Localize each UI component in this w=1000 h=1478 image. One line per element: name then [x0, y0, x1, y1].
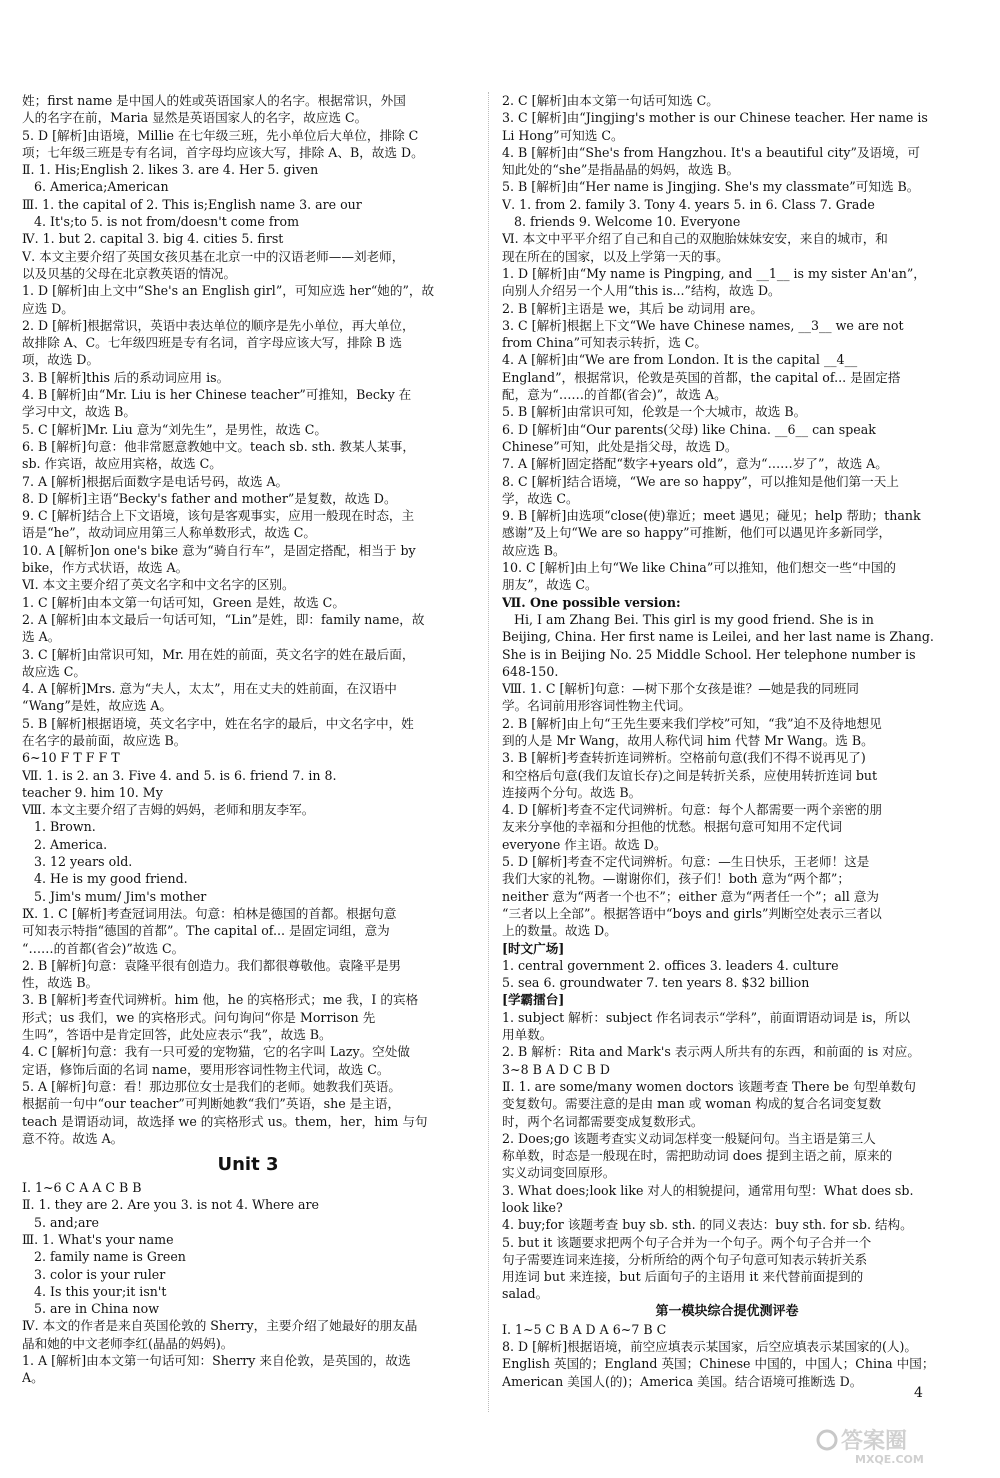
answer-line: 3. B [解析]考查转折连词辨析。空格前句意(我们不得不说再见了) [502, 750, 866, 766]
answer-line: 2. B [解析]由上句“王先生要来我们学校”可知，“我”迫不及待地想见 [502, 715, 882, 731]
answer-line: Ⅴ. 1. from 2. family 3. Tony 4. years 5. in 6. Class 7. Grade [502, 196, 875, 212]
answer-line: 6. America;American [34, 179, 169, 195]
answer-line: 2. America. [34, 836, 108, 852]
answer-line: 4. B [解析]由“She's from Hangzhou. It's a beautiful city”及语境，可 [502, 144, 920, 160]
watermark-logo [815, 1418, 985, 1466]
answer-line: 6. D [解析]由“Our parents(父母) like China. __6__ can speak [502, 421, 876, 437]
answer-line: England”，根据常识，伦敦是英国的首都，the capital of... 是固定搭 [502, 369, 901, 385]
answer-line: 连接两个分句。故选 B。 [502, 784, 642, 800]
answer-line: 6~10 F T F F T [22, 750, 120, 766]
answer-line: 8. C [解析]结合语境，“We are so happy”，可以推知是他们第一天上 [502, 473, 899, 489]
answer-line: 4. A [解析]由“We are from London. It is the capital __4__ [502, 352, 858, 368]
answer-line: 3. C [解析]根据上下文“We have Chinese names, __3__ we are not [502, 317, 904, 333]
answer-line: Ⅷ. 1. C [解析]句意：—树下那个女孩是谁？—她是我的同班同 [502, 681, 859, 697]
answer-line: 10. C [解析]由上句“We like China”可以推知，他们想交一些“中国的 [502, 560, 897, 576]
answer-line: 上的数量。故选 D。 [502, 923, 617, 939]
answer-line: 1. subject 解析：subject 作名词表示“学科”，前面谓语动词是 is，所以 [502, 1009, 911, 1025]
answer-line: 现在所在的国家，以及上学第一天的事。 [502, 248, 729, 264]
answer-line: 2. B [解析]句意：袁隆平很有创造力。我们都很尊敬他。袁隆平是男 [22, 957, 402, 973]
answer-line: 友来分享他的幸福和分担他的忧愁。根据句意可知用不定代词 [502, 819, 843, 835]
answer-line: Ⅵ. 本文中平平介绍了自己和自己的双胞胎妹妹安安，来自的城市，和 [502, 231, 888, 247]
answer-line: 选 A。 [22, 629, 61, 645]
answer-line: bike，作方式状语，故选 A。 [22, 560, 189, 576]
answer-line: teacher 9. him 10. My [22, 784, 163, 800]
answer-line: 向别人介绍另一个人用“this is...”结构，故选 D。 [502, 283, 781, 299]
answer-line: 5. B [解析]根据语境，英文名字中，姓在名字的最后，中文名字中，姓 [22, 715, 414, 731]
answer-line: 朋友”，故选 C。 [502, 577, 598, 593]
answer-line: 2. family name is Green [34, 1249, 186, 1265]
answer-line: 8. friends 9. Welcome 10. Everyone [514, 214, 741, 230]
answer-line: Ⅰ. 1~5 C B A D A 6~7 B C [502, 1321, 667, 1337]
answer-line: neither 意为“两者一个也不”；either 意为“两者任一个”；all 意为 [502, 888, 879, 904]
answer-line: 意不符。故选 A。 [22, 1130, 124, 1146]
answer-line: 5. B [解析]由“Her name is Jingjing. She's my classmate”可知选 B。 [502, 179, 920, 195]
answer-line: 3. C [解析]由常识可知，Mr. 用在姓的前面，英文名字的姓在最后面， [22, 646, 415, 662]
answer-line: 故排除 A、C。七年级四班是专有名词，首字母应该大写，排除 B 选 [22, 335, 403, 351]
section-heading: 第一模块综合提优测评卷 [655, 1303, 799, 1319]
answer-line: 生吗”，答语中是肯定回答，此处应表示“我”，故选 B。 [22, 1027, 332, 1043]
answer-line: 1. D [解析]由上文中“She's an English girl”，可知应选 her“她的”，故 [22, 283, 435, 299]
answer-line: 1. C [解析]由本文第一句话可知，Green 是姓，故选 C。 [22, 594, 345, 610]
answer-line: A。 [22, 1370, 44, 1386]
answer-line: 感谢”及上句“We are so happy”可推断，他们可以遇见许多新同学， [502, 525, 892, 541]
answer-line: 4. buy;for 该题考查 buy sb. sth. 的同义表达：buy sth. for sb. 结构。 [502, 1217, 913, 1233]
answer-line: 4. It's;to 5. is not from/doesn't come from [34, 214, 300, 230]
answer-line: American 美国人(的)；America 美国。结合语境可推断选 D。 [502, 1373, 863, 1389]
answer-line: 2. Does;go 该题考查实义动词怎样变一般疑问句。当主语是第三人 [502, 1130, 876, 1146]
answer-line: 用单数。 [502, 1027, 553, 1043]
answer-line: 形式；us 我们，we 的宾格形式。问句询问“你是 Morrison 先 [22, 1009, 376, 1025]
answer-line: 学。名词前用形容词性物主代词。 [502, 698, 691, 714]
answer-line: English 英国的；England 英国；Chinese 中国的，中国人；China 中国； [502, 1356, 935, 1372]
answer-line: 1. Brown. [34, 819, 96, 835]
answer-line: 项；七年级三班是专有名词，首字母均应该大写，排除 A、B，故选 D。 [22, 144, 424, 160]
answer-line: “Wang”是姓，故应选 A。 [22, 698, 173, 714]
answer-line: 8. D [解析]根据语境，前空应填表示某国家，后空应填表示某国家的(人)。 [502, 1339, 917, 1355]
answer-line: 时，两个名词都需要变成复数形式。 [502, 1113, 704, 1129]
answer-line: 我们大家的礼物。—谢谢你们，孩子们！both 意为“两个都”； [502, 871, 850, 887]
answer-line: sb. 作宾语，故应用宾格，故选 C。 [22, 456, 222, 472]
answer-line: 4. B [解析]由“Mr. Liu is her Chinese teacher”可推知，Becky 在 [22, 387, 412, 403]
answer-line: 4. D [解析]考查不定代词辨析。句意：每个人都需要一两个亲密的朋 [502, 802, 882, 818]
answer-line: 学习中文，故选 B。 [22, 404, 137, 420]
answer-line: 4. C [解析]句意：我有一只可爱的宠物猫，它的名字叫 Lazy。空处做 [22, 1044, 410, 1060]
answer-line: 4. A [解析]Mrs. 意为“夫人，太太”，用在丈夫的姓前面，在汉语中 [22, 681, 397, 697]
svg-text:MXQE.COM: MXQE.COM [855, 1453, 924, 1466]
answer-line: 根据前一句中“our teacher”可判断她教“我们”英语，she 是主语， [22, 1096, 401, 1112]
answer-line: 称单数，时态是一般现在时，需把助动词 does 提到主语之前，原来的 [502, 1148, 893, 1164]
answer-line: 5. are in China now [34, 1301, 160, 1317]
answer-line: Ⅳ. 本文的作者是来自英国伦敦的 Sherry，主要介绍了她最好的朋友晶 [22, 1318, 418, 1334]
answer-line: 语是“he”，故动词应用第三人称单数形式，故选 C。 [22, 525, 316, 541]
answer-line: 2. C [解析]由本文第一句话可知选 C。 [502, 93, 719, 108]
answer-line: 2. A [解析]由本文最后一句话可知，“Lin”是姓，即：family name，故 [22, 611, 425, 627]
answer-line: 4. He is my good friend. [34, 871, 188, 887]
answer-line: 3. B [解析]this 后的系动词应用 is。 [22, 369, 230, 385]
answer-line: 人的名字在前，Maria 显然是英语国家人的名字，故应选 C。 [22, 110, 368, 126]
answer-line: Chinese”可知，此处是指父母，故选 D。 [502, 438, 738, 454]
answer-line: everyone 作主语。故选 D。 [502, 836, 667, 852]
answer-line: 9. B [解析]由选项“close(使)靠近；meet 遇见；碰见；help 帮助；thank [502, 508, 921, 524]
answer-line: Ⅱ. 1. His;English 2. likes 3. are 4. Her 5. given [22, 162, 319, 178]
answer-line: Beijing, China. Her first name is Leilei, and her last name is Zhang. [502, 629, 934, 645]
answer-line: 648-150. [502, 663, 559, 679]
answer-line: 在名字的最前面，故应选 B。 [22, 732, 187, 748]
answer-line: 5. but it 该题要求把两个句子合并为一个句子。两个句子合并一个 [502, 1234, 872, 1250]
unit-heading: Unit 3 [217, 1154, 279, 1176]
answer-line: 8. D [解析]主语“Becky's father and mother”是复数，故选 D。 [22, 490, 397, 506]
answer-line: 10. A [解析]on one's bike 意为“骑自行车”，是固定搭配，相当于 by [22, 542, 416, 558]
answer-line: 5. B [解析]由常识可知，伦敦是一个大城市，故选 B。 [502, 404, 807, 420]
column-divider [488, 92, 489, 1412]
answer-line: Hi, I am Zhang Bei. This girl is my good friend. She is in [514, 611, 874, 627]
answer-line: 2. B [解析]主语是 we，其后 be 动词用 are。 [502, 300, 763, 316]
answer-line: salad。 [502, 1286, 549, 1302]
answer-line: 句子需要连词来连接，分析所给的两个句子句意可知表示转折关系 [502, 1251, 868, 1267]
answer-line: 7. A [解析]根据后面数字是电话号码，故选 A。 [22, 473, 289, 489]
answer-line: 故应选 B。 [502, 542, 566, 558]
answer-line: 可知表示特指“德国的首都”。The capital of... 是固定词组，意为 [22, 923, 390, 939]
answer-line: 4. Is this your;it isn't [34, 1283, 167, 1299]
answer-line: 故应选 C。 [22, 663, 87, 679]
answer-line: 应选 D。 [22, 300, 74, 316]
answer-line: Ⅸ. 1. C [解析]考查冠词用法。句意：柏林是德国的首都。根据句意 [22, 905, 397, 921]
answer-line: 3~8 B A D C B D [502, 1061, 611, 1077]
answer-line: 变复数句。需要注意的是由 man 或 woman 构成的复合名词变复数 [502, 1096, 882, 1112]
answer-line: 配，意为“……的首都(省会)”，故选 A。 [502, 387, 727, 403]
answer-line: 7. A [解析]固定搭配“数字+years old”，意为“……岁了”，故选 A。 [502, 456, 888, 472]
answer-line: 3. C [解析]由“Jingjing's mother is our Chinese teacher. Her name is [502, 110, 928, 126]
answer-line: 1. D [解析]由“My name is Pingping, and __1__ is my sister An'an”， [502, 265, 926, 281]
answer-line: 3. color is your ruler [34, 1266, 166, 1282]
answer-line: 5. sea 6. groundwater 7. ten years 8. $32 billion [502, 975, 810, 991]
answer-line: 2. B 解析：Rita and Mark's 表示两人所共有的东西，和前面的 is 对应。 [502, 1044, 920, 1060]
answer-line: Ⅵ. 本文主要介绍了英文名字和中文名字的区别。 [22, 577, 295, 593]
answer-line: 6. B [解析]句意：他非常愿意教她中文。teach sb. sth. 教某人某事， [22, 438, 415, 454]
answer-line: 到的人是 Mr Wang，故用人称代词 him 代替 Mr Wang。选 B。 [502, 732, 874, 748]
answer-line: 和空格后句意(我们友谊长存)之间是转折关系，应使用转折连词 but [502, 767, 878, 783]
answer-line: [时文广场] [502, 940, 565, 956]
answer-line: Ⅴ. 本文主要介绍了英国女孩贝基在北京一中的汉语老师——刘老师， [22, 248, 405, 264]
answer-line: Ⅳ. 1. but 2. capital 3. big 4. cities 5. first [22, 231, 284, 247]
answer-line: from China”可知表示转折，选 C。 [502, 335, 708, 351]
answer-line: 5. C [解析]Mr. Liu 意为“刘先生”，是男性，故选 C。 [22, 421, 327, 437]
answer-line: 5. A [解析]句意：看！那边那位女士是我们的老师。她教我们英语。 [22, 1078, 401, 1094]
answer-line: Ⅶ. One possible version: [502, 594, 681, 610]
answer-line: 5. Jim's mum/ Jim's mother [34, 888, 207, 904]
answer-line: 1. central government 2. offices 3. leaders 4. culture [502, 957, 839, 973]
answer-line: Ⅱ. 1. are some/many women doctors 该题考查 There be 句型单数句 [502, 1078, 916, 1094]
answer-line: Ⅲ. 1. What's your name [22, 1232, 174, 1247]
answer-line: 5. D [解析]由语境，Millie 在七年级三班，先小单位后大单位，排除 C [22, 127, 419, 143]
answer-line: 以及贝基的父母在北京教英语的情况。 [22, 265, 237, 281]
answer-line: 3. B [解析]考查代词辨析。him 他，he 的宾格形式；me 我，I 的宾格 [22, 992, 419, 1008]
answer-line: 3. What does;look like 对人的相貌提问，通常用句型：What does sb. [502, 1182, 914, 1198]
answer-line: look like? [502, 1200, 563, 1215]
svg-text:答案圈: 答案圈 [841, 1429, 908, 1454]
answer-line: 用连词 but 来连接，but 后面句子的主语用 it 来代替前面提到的 [502, 1269, 864, 1285]
answer-line: Ⅰ. 1~6 C A A C B B [22, 1180, 142, 1196]
answer-line: 性，故选 B。 [22, 975, 99, 991]
answer-line: teach 是谓语动词，故选择 we 的宾格形式 us。them，her，him 与句 [22, 1113, 428, 1129]
answer-line: Ⅲ. 1. the capital of 2. This is;English name 3. are our [22, 196, 362, 212]
answer-line: She is in Beijing No. 25 Middle School. Her telephone number is [502, 646, 916, 662]
answer-line: “……的首都(省会)”故选 C。 [22, 940, 185, 956]
answer-line: 实义动词变回原形。 [502, 1165, 616, 1181]
answer-line: 5. and;are [34, 1214, 99, 1230]
answer-line: 学，故选 C。 [502, 490, 579, 506]
answer-line: 晶和她的中文老师李红(晶晶的妈妈)。 [22, 1335, 234, 1351]
left-column [22, 92, 474, 1387]
answer-line: Li Hong”可知选 C。 [502, 127, 624, 143]
page-number: 4 [914, 1385, 923, 1401]
answer-line: 定语，修饰后面的名词 name，要用形容词性物主代词，故选 C。 [22, 1061, 390, 1077]
answer-line: 3. 12 years old. [34, 854, 133, 870]
answer-line: 9. C [解析]结合上下文语境，该句是客观事实，应用一般现在时态，主 [22, 508, 415, 524]
answer-line: “三者以上全部”。根据答语中“boys and girls”判断空处表示三者以 [502, 905, 882, 921]
answer-line: 知此处的“she”是指晶晶的妈妈，故选 B。 [502, 162, 740, 178]
answer-line: 5. D [解析]考查不定代词辨析。句意：—生日快乐，王老师！这是 [502, 854, 870, 870]
answer-line: [学霸擂台] [502, 992, 565, 1008]
answer-line: 姓；first name 是中国人的姓或英语国家人的名字。根据常识，外国 [22, 93, 406, 108]
answer-line: Ⅷ. 本文主要介绍了吉姆的妈妈，老师和朋友李军。 [22, 802, 315, 818]
answer-line: 2. D [解析]根据常识，英语中表达单位的顺序是先小单位，再大单位， [22, 317, 415, 333]
answer-line: Ⅶ. 1. is 2. an 3. Five 4. and 5. is 6. friend 7. in 8. [22, 767, 337, 783]
right-column [502, 92, 952, 1390]
answer-line: Ⅱ. 1. they are 2. Are you 3. is not 4. Where are [22, 1197, 319, 1213]
answer-line: 项，故选 D。 [22, 352, 100, 368]
answer-line: 1. A [解析]由本文第一句话可知：Sherry 来自伦敦，是英国的，故选 [22, 1353, 411, 1369]
